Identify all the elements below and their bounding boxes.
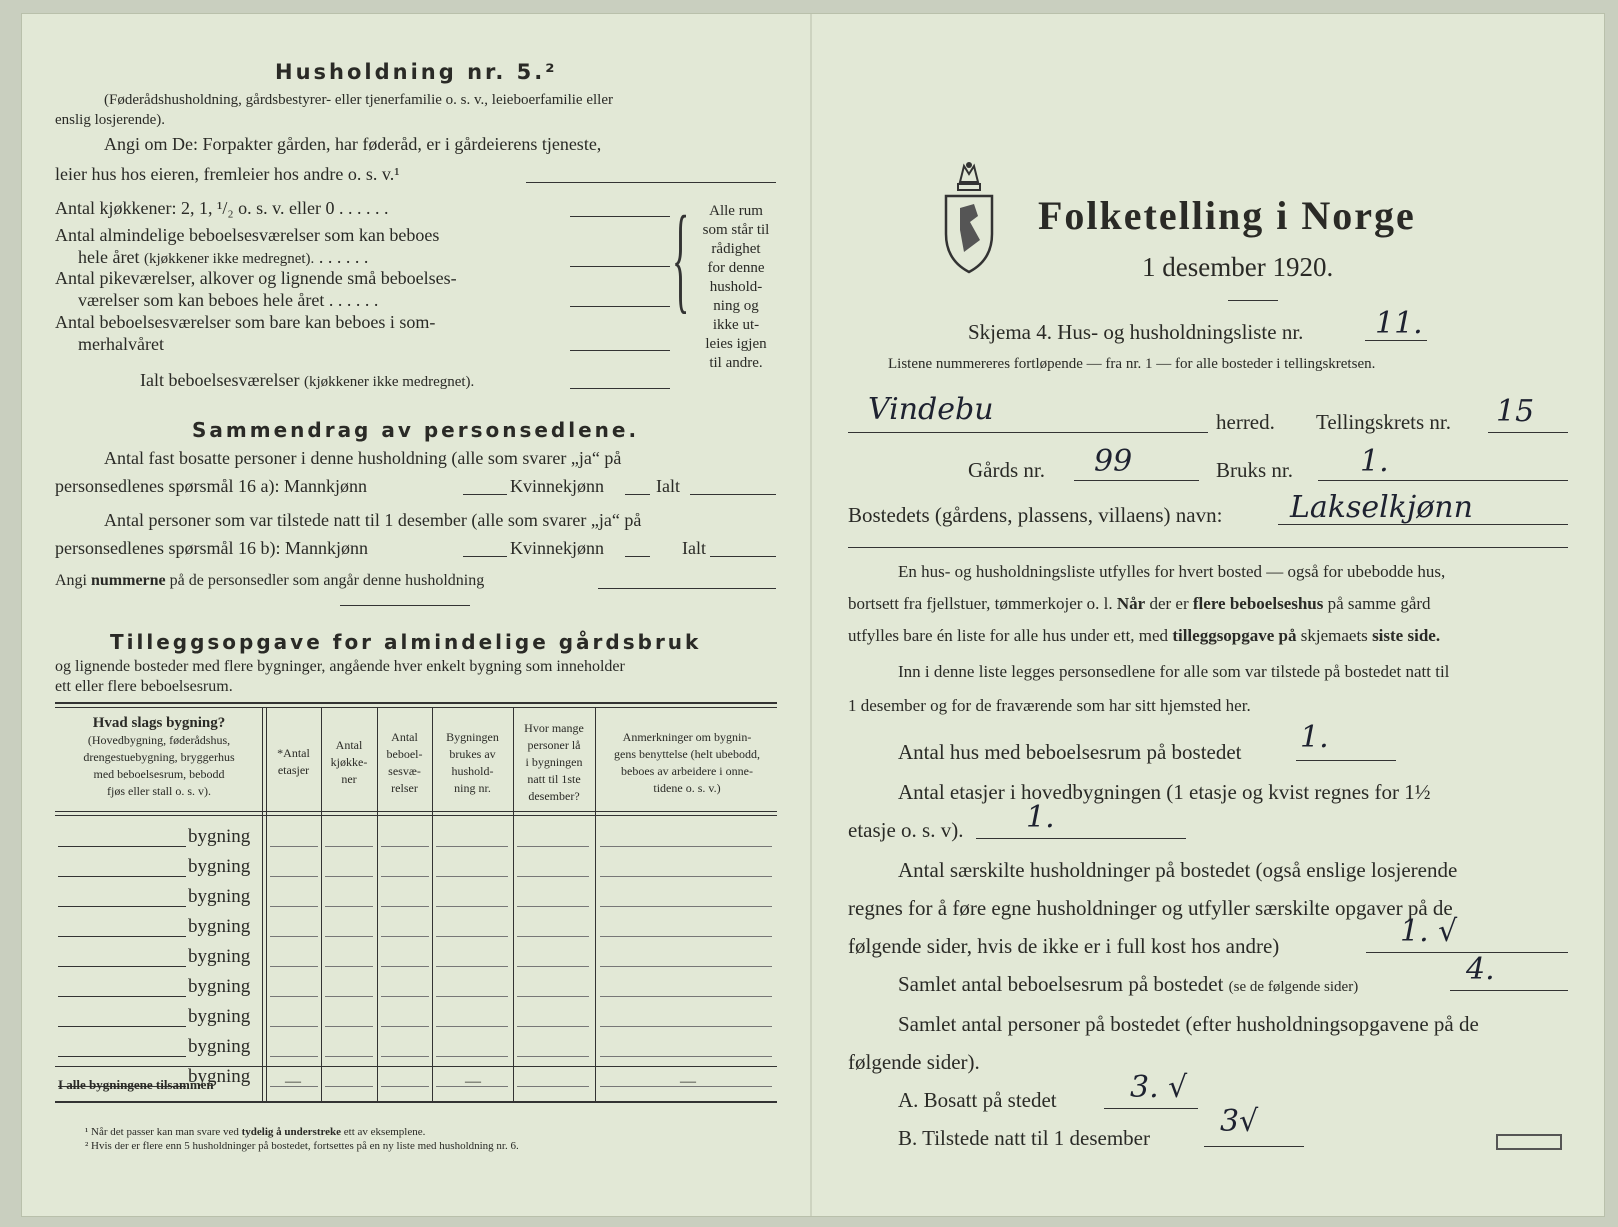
- present-value: 3√: [1220, 1104, 1259, 1139]
- building-row-cell: [436, 996, 508, 997]
- building-row-cell: [325, 996, 373, 997]
- para1-line-b: bortsett fra fjellstuer, tømmerkojer o. l. Når der er flere beboelseshus på samme gård: [848, 594, 1431, 613]
- building-row-cell: [381, 966, 429, 967]
- municipality-value: Vindebu: [868, 392, 994, 427]
- col-persons: Hvor mange personer lå i bygningen natt til 1ste desember?: [524, 721, 584, 803]
- building-row-blank: [58, 1026, 186, 1027]
- household-subtitle-2: enslig losjerende).: [55, 112, 165, 128]
- building-row-blank: [58, 846, 186, 847]
- houses-question: Antal hus med beboelsesrum på bostedet: [898, 740, 1242, 764]
- brace: {: [672, 191, 690, 324]
- col-remarks: Anmerkninger om bygnin- gens benyttelse (helt ubebodd, beboes av arbeidere i onne- tidene o. s. v.): [614, 730, 760, 795]
- table-total-label: I alle bygningene tilsammen: [58, 1077, 214, 1092]
- building-row-blank: [58, 876, 186, 877]
- total-rooms-value: 4.: [1466, 952, 1495, 987]
- building-row-cell: [270, 846, 318, 847]
- resident-label: A. Bosatt på stedet: [898, 1088, 1057, 1112]
- brace-note: Alle rum som står til rådighet for denne hushold- ning og ikke ut- leies igjen til andre.: [702, 203, 770, 371]
- building-row-cell: [325, 966, 373, 967]
- building-row-label: bygning: [188, 1066, 251, 1087]
- para2-line-a: Inn i denne liste legges personsedlene for alle som var tilstede på bostedet natt til: [898, 662, 1450, 681]
- municipality-label: herred.: [1216, 410, 1275, 434]
- building-row-cell: [436, 1056, 508, 1057]
- kitchens-question: Antal kjøkkener: 2, 1, ¹/₂ o. s. v. eller 0 . . . . . .: [55, 198, 389, 218]
- place-name-value: Lakselkjønn: [1290, 490, 1473, 525]
- col-floors: *Antal etasjer: [277, 746, 310, 777]
- building-row-label: bygning: [188, 916, 251, 937]
- household-subtitle: (Føderådshusholdning, gårdsbestyrer- eller tjenerfamilie o. s. v., leieboerfamilie eller: [104, 92, 613, 108]
- building-row-cell: [325, 876, 373, 877]
- printer-stamp: [1496, 1134, 1562, 1150]
- floors-value: 1.: [1026, 800, 1055, 835]
- building-row-cell: [381, 906, 429, 907]
- list-number-value: 11.: [1375, 306, 1423, 341]
- female-label-2: Kvinnekjønn: [510, 538, 604, 558]
- persons-question-1: Samlet antal personer på bostedet (efter husholdningsopgavene på de: [898, 1012, 1479, 1036]
- building-row-cell: [270, 996, 318, 997]
- building-row-cell: [436, 846, 508, 847]
- building-row-cell: [517, 846, 589, 847]
- building-row-label: bygning: [188, 946, 251, 967]
- addon-subtitle-2: ett eller flere beboelsesrum.: [55, 678, 233, 695]
- holding-number-value: 1.: [1360, 444, 1389, 479]
- building-row-cell: [517, 1056, 589, 1057]
- building-row-label: bygning: [188, 886, 251, 907]
- building-row-cell: [517, 966, 589, 967]
- farm-number-value: 99: [1094, 444, 1133, 479]
- district-value: 15: [1496, 394, 1535, 429]
- instruction-line-1: Angi om De: Forpakter gården, har føderåd, er i gårdeierens tjeneste,: [104, 134, 602, 154]
- para1-line-c: utfylles bare én liste for alle hus under ett, med tilleggsopgave på skjemaets siste side.: [848, 626, 1441, 645]
- building-row-cell: [270, 876, 318, 877]
- building-row-cell: [270, 1026, 318, 1027]
- building-row-blank: [58, 1056, 186, 1057]
- building-row-blank: [58, 966, 186, 967]
- building-row-label: bygning: [188, 1006, 251, 1027]
- building-row-cell: [270, 906, 318, 907]
- page-fold: [810, 14, 812, 1216]
- total-rooms: Ialt beboelsesværelser (kjøkkener ikke medregnet).: [140, 370, 475, 390]
- building-row-cell: [600, 846, 772, 847]
- summary-line-1b: personsedlenes spørsmål 16 a): Mannkjønn: [55, 476, 367, 496]
- building-row-cell: [325, 906, 373, 907]
- building-row-cell: [381, 1056, 429, 1057]
- building-row-label: bygning: [188, 826, 251, 847]
- building-row-label: bygning: [188, 976, 251, 997]
- building-row-cell: [381, 996, 429, 997]
- col-building-type: Hvad slags bygning? (Hovedbygning, føderådshus, drengestuebygning, bryggerhus med beboelsesrum, bebodd fjøs eller stall o. s. v).: [83, 715, 235, 798]
- building-row-blank: [58, 906, 186, 907]
- building-row-cell: [600, 1026, 772, 1027]
- households-question-1: Antal særskilte husholdninger på bostedet (også enslige losjerende: [898, 858, 1458, 882]
- para1-line-a: En hus- og husholdningsliste utfylles for hvert bosted — også for ubebodde hus,: [898, 562, 1446, 581]
- building-row-cell: [325, 1026, 373, 1027]
- present-label: B. Tilstede natt til 1 desember: [898, 1126, 1150, 1150]
- col-household: Bygningen brukes av hushold- ning nr.: [446, 730, 499, 795]
- coat-of-arms-icon: [940, 160, 998, 280]
- households-question-3: følgende sider, hvis de ikke er i full kost hos andre): [848, 934, 1280, 958]
- building-row-cell: [600, 876, 772, 877]
- households-question-2: regnes for å føre egne husholdninger og utfyller særskilte opgaver på de: [848, 896, 1453, 920]
- building-row-blank: [58, 996, 186, 997]
- rooms-question-1b: hele året (kjøkkener ikke medregnet). . . . . . .: [78, 247, 369, 267]
- households-value: 1. √: [1400, 914, 1458, 949]
- census-date: 1 desember 1920.: [1142, 252, 1334, 282]
- summary-line-1a: Antal fast bosatte personer i denne husholdning (alle som svarer „ja“ på: [104, 448, 622, 468]
- summary-line-2a: Antal personer som var tilstede natt til 1 desember (alle som svarer „ja“ på: [104, 510, 642, 530]
- persons-question-2: følgende sider).: [848, 1050, 980, 1074]
- footnote-1: ¹ Når det passer kan man svare ved tydelig å understreke ett av eksemplene.: [85, 1126, 426, 1138]
- rooms-question-3b: merhalvåret: [78, 334, 164, 354]
- building-row-cell: [517, 1026, 589, 1027]
- rooms-question-2a: Antal pikeværelser, alkover og lignende små beboelses-: [55, 268, 457, 288]
- building-row-cell: [600, 996, 772, 997]
- building-row-blank: [58, 936, 186, 937]
- building-row-cell: [600, 936, 772, 937]
- total-household-dash: —: [465, 1073, 481, 1090]
- total-floors-dash: —: [285, 1073, 301, 1090]
- addon-subtitle-1: og lignende bosteder med flere bygninger, angående hver enkelt bygning som inneholder: [55, 658, 625, 675]
- building-row-label: bygning: [188, 856, 251, 877]
- instruction-line-2: leier hus hos eieren, fremleier hos andre o. s. v.¹: [55, 164, 400, 184]
- building-row-cell: [436, 936, 508, 937]
- building-row-cell: [436, 876, 508, 877]
- building-row-cell: [436, 1026, 508, 1027]
- rooms-question-3a: Antal beboelsesværelser som bare kan beboes i som-: [55, 312, 436, 332]
- col-kitchens: Antal kjøkke- ner: [330, 738, 368, 786]
- building-row-cell: [325, 846, 373, 847]
- building-row-cell: [381, 1026, 429, 1027]
- building-row-cell: [270, 1056, 318, 1057]
- building-row-cell: [325, 1086, 373, 1087]
- building-row-cell: [436, 906, 508, 907]
- building-row-cell: [270, 936, 318, 937]
- total-label-2: Ialt: [682, 538, 706, 558]
- building-row-cell: [381, 1086, 429, 1087]
- footnote-2: ² Hvis der er flere enn 5 husholdninger på bostedet, fortsettes på en ny liste med husholdning nr. 6.: [85, 1140, 519, 1152]
- list-note: Listene nummereres fortløpende — fra nr. 1 — for alle bosteder i tellingskretsen.: [888, 356, 1376, 372]
- building-row-label: bygning: [188, 1036, 251, 1057]
- rooms-question-2b: værelser som kan beboes hele året . . . . . .: [78, 290, 379, 310]
- census-title: Folketelling i Norge: [1038, 193, 1416, 238]
- summary-title: Sammendrag av personsedlene.: [192, 418, 640, 442]
- building-row-cell: [517, 906, 589, 907]
- schema-label: Skjema 4. Hus- og husholdningsliste nr.: [968, 320, 1304, 344]
- building-row-cell: [517, 936, 589, 937]
- place-name-label: Bostedets (gårdens, plassens, villaens) navn:: [848, 503, 1223, 527]
- houses-value: 1.: [1300, 720, 1329, 755]
- rooms-question-1a: Antal almindelige beboelsesværelser som kan beboes: [55, 225, 440, 245]
- building-row-cell: [436, 966, 508, 967]
- building-row-cell: [517, 1086, 589, 1087]
- summary-line-2b: personsedlenes spørsmål 16 b): Mannkjønn: [55, 538, 368, 558]
- building-row-cell: [381, 846, 429, 847]
- female-label-1: Kvinnekjønn: [510, 476, 604, 496]
- building-row-cell: [325, 936, 373, 937]
- building-row-cell: [600, 906, 772, 907]
- para2-line-b: 1 desember og for de fraværende som har sitt hjemsted her.: [848, 696, 1251, 715]
- building-row-cell: [325, 1056, 373, 1057]
- building-row-cell: [600, 966, 772, 967]
- building-row-cell: [381, 876, 429, 877]
- holding-number-label: Bruks nr.: [1216, 458, 1294, 482]
- addon-title: Tilleggsopgave for almindelige gårdsbruk: [110, 630, 702, 654]
- building-row-cell: [600, 1056, 772, 1057]
- numbers-line: Angi nummerne på de personsedler som angår denne husholdning: [55, 572, 485, 589]
- farm-number-label: Gårds nr.: [968, 458, 1045, 482]
- district-label: Tellingskrets nr.: [1316, 410, 1452, 434]
- building-row-cell: [381, 936, 429, 937]
- floors-question-1: Antal etasjer i hovedbygningen (1 etasje og kvist regnes for 1½: [898, 780, 1431, 804]
- total-label-1: Ialt: [656, 476, 680, 496]
- building-row-cell: [517, 996, 589, 997]
- total-rooms-question: Samlet antal beboelsesrum på bostedet (se de følgende sider): [898, 972, 1359, 996]
- building-row-cell: [517, 876, 589, 877]
- col-rooms: Antal beboel- sesvæ- relser: [386, 730, 423, 795]
- building-row-cell: [270, 966, 318, 967]
- floors-question-2: etasje o. s. v).: [848, 818, 964, 842]
- household-title: Husholdning nr. 5.²: [275, 60, 558, 84]
- total-remarks-dash: —: [680, 1073, 696, 1090]
- resident-value: 3. √: [1130, 1070, 1188, 1105]
